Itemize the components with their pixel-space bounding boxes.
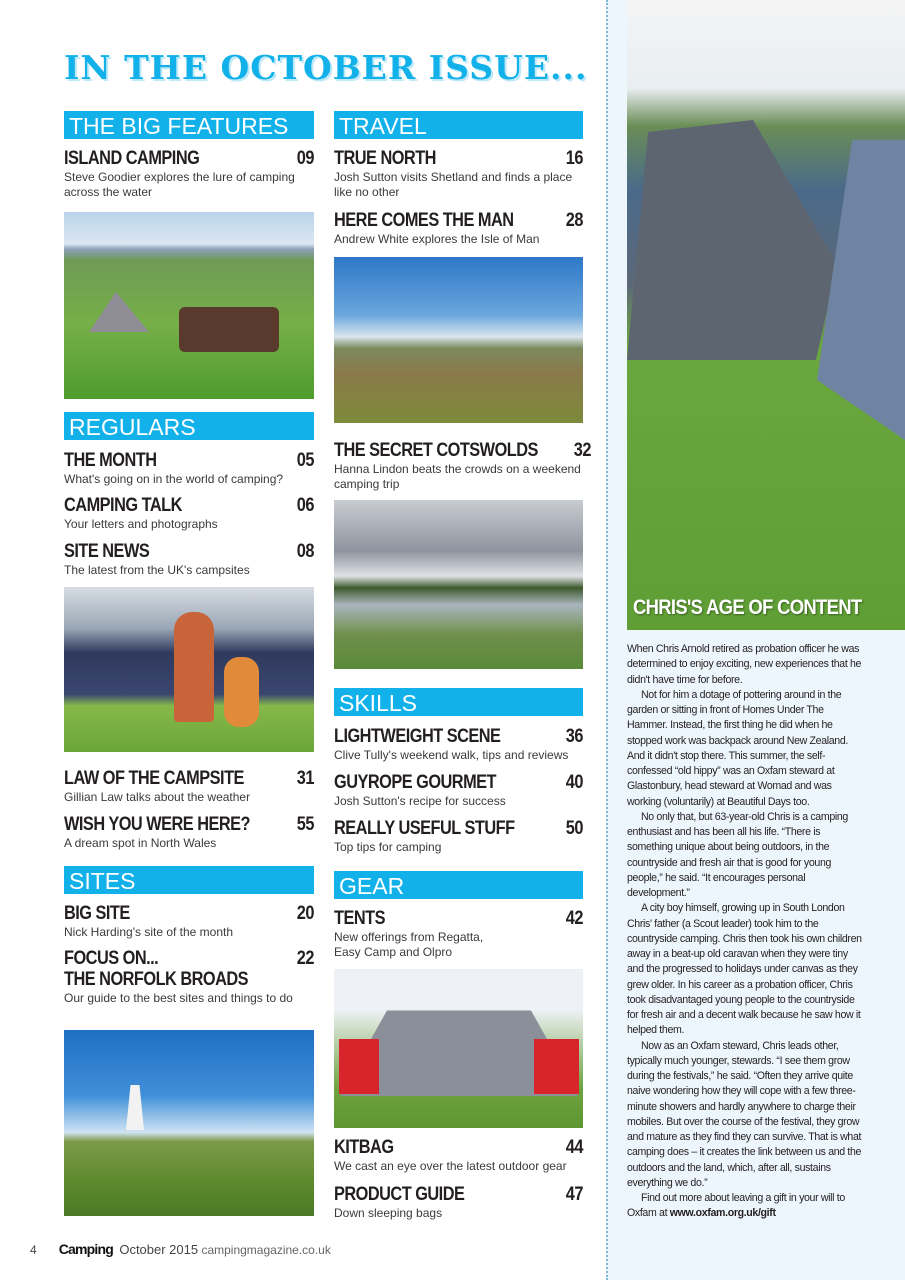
photo-cotswolds xyxy=(334,500,583,669)
contents-item[interactable] xyxy=(64,814,314,851)
section-header-sites: SITES xyxy=(64,866,314,894)
item-title-line2: THE NORFOLK BROADS xyxy=(64,969,249,990)
item-page: 55 xyxy=(296,814,314,835)
contents-item[interactable] xyxy=(64,541,314,578)
contents-item[interactable] xyxy=(64,768,314,805)
item-desc: Your letters and photographs xyxy=(64,517,218,531)
item-desc: Our guide to the best sites and things to do xyxy=(64,991,293,1005)
item-desc: New offerings from Regatta, Easy Camp and Olpro xyxy=(334,930,484,959)
page-title: IN THE OCTOBER ISSUE... xyxy=(64,48,588,87)
item-page: 31 xyxy=(296,768,314,789)
footer xyxy=(30,1241,331,1257)
item-desc: Josh Sutton visits Shetland and finds a place like no other xyxy=(334,170,573,199)
contents-item[interactable] xyxy=(64,495,314,532)
article-paragraph: When Chris Arnold retired as probation officer he was determined to enjoy exciting, new experiences that he didn't have time for before. xyxy=(627,643,862,686)
item-title: THE SECRET COTSWOLDS xyxy=(334,440,538,461)
item-title: WISH YOU WERE HERE? xyxy=(64,814,251,835)
article-title: CHRIS'S AGE OF CONTENT xyxy=(633,596,862,619)
item-title: TRUE NORTH xyxy=(334,148,436,169)
section-header-regulars: REGULARS xyxy=(64,412,314,440)
item-desc: The latest from the UK's campsites xyxy=(64,563,250,577)
issue-date: October 2015 xyxy=(119,1242,199,1257)
section-header-skills: SKILLS xyxy=(334,688,583,716)
item-page: 42 xyxy=(565,908,583,929)
item-title: FOCUS ON... xyxy=(64,948,159,969)
section-header-big-features: THE BIG FEATURES xyxy=(64,111,314,139)
contents-item[interactable] xyxy=(64,948,314,1006)
contents-item[interactable] xyxy=(334,148,583,200)
item-title: ISLAND CAMPING xyxy=(64,148,200,169)
item-page: 47 xyxy=(565,1184,583,1205)
contents-item[interactable] xyxy=(334,210,583,247)
item-title: THE MONTH xyxy=(64,450,157,471)
article-paragraph: Not for him a dotage of pottering around in the garden or sitting in front of Homes Under The Hammer. Instead, the first thing he did when he stopped work was backpack around New Zealand. And it didn't stop there. This summer, the self-confessed “old hippy” was an Oxfam steward at Glastonbury, head steward at Womad and was working (voluntarily) at Beautiful Days too. xyxy=(627,688,848,808)
item-page: 44 xyxy=(565,1137,583,1158)
article-paragraph: No only that, but 63-year-old Chris is a camping enthusiast and has been all his life. “There is something unique about being outdoors, in the countryside and fresh air that is good for young people,” he said. “It encourages personal development.” xyxy=(627,810,848,899)
contents-item[interactable] xyxy=(334,440,592,492)
oxfam-link[interactable]: www.oxfam.org.uk/gift xyxy=(669,1207,776,1220)
article-paragraph: Now as an Oxfam steward, Chris leads other, typically much younger, stewards. “I see them grow during the festivals,” he said. “Often they arrive quite naive wondering how they will cope with a few three-minute showers and hardly anywhere to charge their mobiles. But over the course of the festival, they grow and mature as they find they can survive. That is what camping does – it creates the link between us and the outdoors and the land, which, after all, sustains everything we do.” xyxy=(627,1039,862,1189)
photo-isle-of-man xyxy=(334,257,583,423)
photo-family-tent xyxy=(64,587,314,752)
contents-item[interactable] xyxy=(64,148,314,200)
item-desc: Steve Goodier explores the lure of camping across the water xyxy=(64,170,295,199)
item-title: CAMPING TALK xyxy=(64,495,182,516)
item-page: 32 xyxy=(573,440,592,461)
item-title: BIG SITE xyxy=(64,903,130,924)
item-title: GUYROPE GOURMET xyxy=(334,772,497,793)
item-title: HERE COMES THE MAN xyxy=(334,210,514,231)
article-paragraph xyxy=(627,1191,862,1222)
item-page: 05 xyxy=(296,450,314,471)
item-page: 36 xyxy=(565,726,583,747)
contents-item[interactable] xyxy=(334,1184,583,1221)
item-title: KITBAG xyxy=(334,1137,394,1158)
website: campingmagazine.co.uk xyxy=(201,1243,331,1257)
item-desc: We cast an eye over the latest outdoor gear xyxy=(334,1159,567,1173)
item-page: 22 xyxy=(296,948,314,969)
item-desc: Down sleeping bags xyxy=(334,1206,443,1220)
photo-norfolk-windmill xyxy=(64,1030,314,1216)
item-desc: Top tips for camping xyxy=(334,840,442,854)
item-title: SITE NEWS xyxy=(64,541,150,562)
article-paragraph: A city boy himself, growing up in South London Chris' father (a Scout leader) took him to the countryside camping. Chris then took his own children away in a beat-up old caravan when they were tiny and the progressed to holidays under canvas as they grew older. In his career as a probation officer, Chris took disadvantaged young people to the countryside for fresh air and a decent walk because he saw how it helped them. xyxy=(627,902,862,1037)
photo-island-camping xyxy=(64,212,314,399)
article-body xyxy=(627,642,862,1222)
item-page: 06 xyxy=(296,495,314,516)
contents-item[interactable] xyxy=(64,450,314,487)
item-title: TENTS xyxy=(334,908,385,929)
item-page: 16 xyxy=(565,148,583,169)
item-desc: Gillian Law talks about the weather xyxy=(64,790,251,804)
item-desc: What's going on in the world of camping? xyxy=(64,472,284,486)
item-page: 09 xyxy=(296,148,314,169)
item-page: 40 xyxy=(565,772,583,793)
item-desc: A dream spot in North Wales xyxy=(64,836,217,850)
item-desc: Josh Sutton's recipe for success xyxy=(334,794,506,808)
contents-item[interactable] xyxy=(334,818,583,855)
item-page: 28 xyxy=(565,210,583,231)
section-header-travel: TRAVEL xyxy=(334,111,583,139)
contents-item[interactable] xyxy=(334,726,583,763)
item-desc: Nick Harding's site of the month xyxy=(64,925,234,939)
item-title: REALLY USEFUL STUFF xyxy=(334,818,515,839)
photo-festival-tents xyxy=(627,0,905,630)
page-number: 4 xyxy=(30,1243,37,1257)
item-title: LIGHTWEIGHT SCENE xyxy=(334,726,501,747)
item-page: 50 xyxy=(565,818,583,839)
item-title: PRODUCT GUIDE xyxy=(334,1184,465,1205)
contents-item[interactable] xyxy=(334,772,583,809)
item-desc: Andrew White explores the Isle of Man xyxy=(334,232,540,246)
contents-item[interactable] xyxy=(64,903,314,940)
item-page: 20 xyxy=(296,903,314,924)
item-page: 08 xyxy=(296,541,314,562)
contents-item[interactable] xyxy=(334,1137,583,1174)
brand-logo: Camping xyxy=(58,1241,113,1257)
article-closing-text: Find out more about leaving a gift in your will to Oxfam at xyxy=(627,1192,845,1220)
item-desc: Hanna Lindon beats the crowds on a weekend camping trip xyxy=(334,462,581,491)
photo-tent xyxy=(334,969,583,1128)
item-title: LAW OF THE CAMPSITE xyxy=(64,768,244,789)
item-desc: Clive Tully's weekend walk, tips and reviews xyxy=(334,748,569,762)
contents-item[interactable] xyxy=(334,908,583,960)
section-header-gear: GEAR xyxy=(334,871,583,899)
